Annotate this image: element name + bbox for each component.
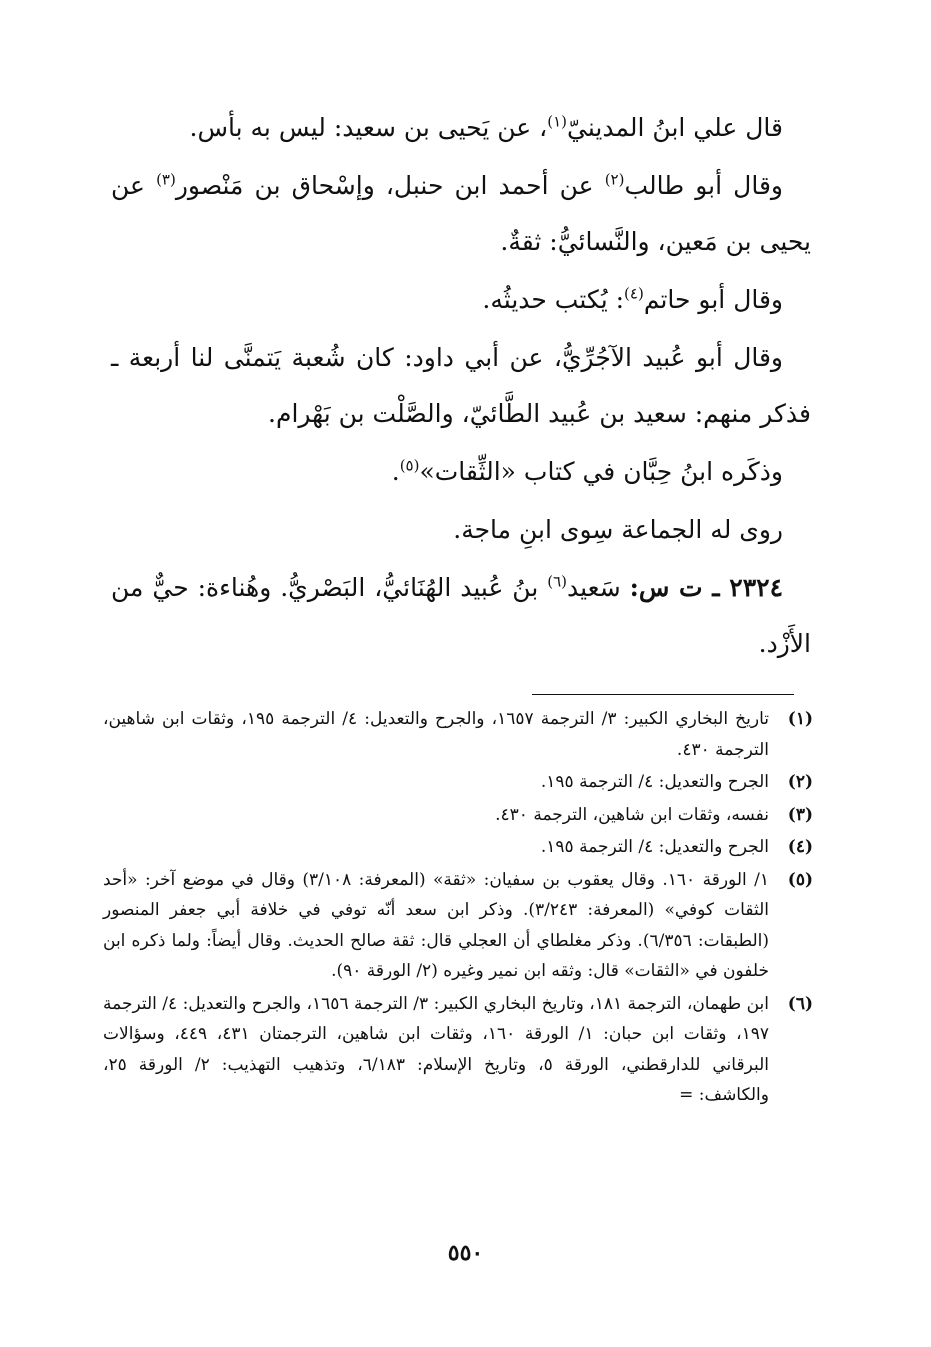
paragraph-text: وقال أبو طالب <box>624 171 783 200</box>
footnote-number: (٦) <box>787 993 813 1014</box>
paragraph-text: . <box>391 457 400 486</box>
entry-number: ٢٣٢٤ ـ ت س: <box>629 573 784 602</box>
paragraph-1 <box>111 100 811 156</box>
footnote-6 <box>103 989 813 1111</box>
footnote-text: الجرح والتعديل: ٤/ الترجمة ١٩٥. <box>540 837 769 857</box>
paragraph-text: وقال أبو حاتم <box>643 285 783 314</box>
footnote-ref: (٣) <box>156 170 176 189</box>
footnote-text: ابن طهمان، الترجمة ١٨١، وتاريخ البخاري الكبير: ٣/ الترجمة ١٦٥٦، والجرح والتعديل: ٤/ الترجمة ١٩٧، وثقات ابن حبان: ١/ الورقة ١٦٠، وثقات ابن شاهين، الترجمتان ٤٣١، ٤٤٩، وسؤالات البرقاني للدارقطني، الورقة ٥، وتاريخ الإسلام: ٦/١٨٣، وتذهيب التهذيب: ٢/ الورقة ٢٥، والكاشف: = <box>103 993 769 1105</box>
footnotes <box>103 704 813 1113</box>
footnote-number: (٥) <box>787 869 813 890</box>
paragraph-text: عن يحيى بن مَعين، والنَّسائيُّ: ثقةٌ. <box>111 171 811 256</box>
footnote-5 <box>103 865 813 987</box>
page-number: ٥٥٠ <box>447 1240 484 1266</box>
paragraph-text: عن أحمد ابن حنبل، وإسْحاق بن مَنْصور <box>175 171 605 200</box>
paragraph-text: وذكَره ابنُ حِبَّان في كتاب «الثِّقات» <box>419 457 783 486</box>
paragraph-6 <box>111 502 811 558</box>
footnote-1 <box>103 704 813 765</box>
footnote-text: ١/ الورقة ١٦٠. وقال يعقوب بن سفيان: «ثقة» (المعرفة: ٣/١٠٨) وقال في موضع آخر: «أحد الثقات كوفي» (المعرفة: ٣/٢٤٣). وذكر ابن سعد أنّه توفي في خلافة أبي جعفر المنصور (الطبقات: ٦/٣٥٦). وذكر مغلطاي أن العجلي قال: ثقة صالح الحديث. وقال أيضاً: ولما ذكره ابن خلفون في «الثقات» قال: وثقه ابن نمير وغيره (٢/ الورقة ٩٠). <box>103 869 769 981</box>
footnote-2 <box>103 767 813 798</box>
footnote-text: تاريخ البخاري الكبير: ٣/ الترجمة ١٦٥٧، والجرح والتعديل: ٤/ الترجمة ١٩٥، وثقات ابن شاهين، الترجمة ٤٣٠. <box>103 709 769 760</box>
paragraph-2 <box>111 158 811 270</box>
paragraph-text: وقال أبو عُبيد الآجُرِّيُّ، عن أبي داود: كان شُعبة يَتمنَّى لنا أربعة ـ فذكر منهم: سعيد بن عُبيد الطَّائيّ، والصَّلْت بن بَهْرام. <box>111 343 811 428</box>
paragraph-text: سَعيد <box>567 573 630 602</box>
paragraph-4 <box>111 330 811 442</box>
footnote-number: (٤) <box>787 837 813 857</box>
paragraph-text: : يُكتب حديثُه. <box>482 285 625 314</box>
footnote-4 <box>103 832 813 863</box>
footnote-ref: (٥) <box>399 456 420 475</box>
footnote-ref: (٤) <box>624 284 644 303</box>
paragraph-text: بنُ عُبيد الهُنَائيُّ، البَصْريُّ. وهُناءة: حيٌّ من الأَزْد. <box>111 573 811 658</box>
footnote-ref: (٢) <box>604 170 625 189</box>
paragraph-3 <box>111 272 811 328</box>
paragraph-7 <box>111 560 811 672</box>
paragraph-text: قال علي ابنُ المدينيّ <box>566 113 783 142</box>
footnote-number: (٢) <box>787 772 813 792</box>
footnote-number: (١) <box>787 709 813 729</box>
main-text <box>111 100 811 674</box>
paragraph-text: روى له الجماعة سِوى ابنِ ماجة. <box>453 515 783 544</box>
footnote-text: نفسه، وثقات ابن شاهين، الترجمة ٤٣٠. <box>495 804 769 825</box>
footnote-3 <box>103 800 813 831</box>
footnote-divider <box>532 694 794 695</box>
paragraph-text: ، عن يَحيى بن سعيد: ليس به بأس. <box>189 113 548 142</box>
footnote-ref: (٦) <box>547 572 568 591</box>
footnote-ref: (١) <box>547 112 567 131</box>
footnote-text: الجرح والتعديل: ٤/ الترجمة ١٩٥. <box>540 772 769 792</box>
paragraph-5 <box>111 444 811 500</box>
footnote-number: (٣) <box>787 804 813 825</box>
